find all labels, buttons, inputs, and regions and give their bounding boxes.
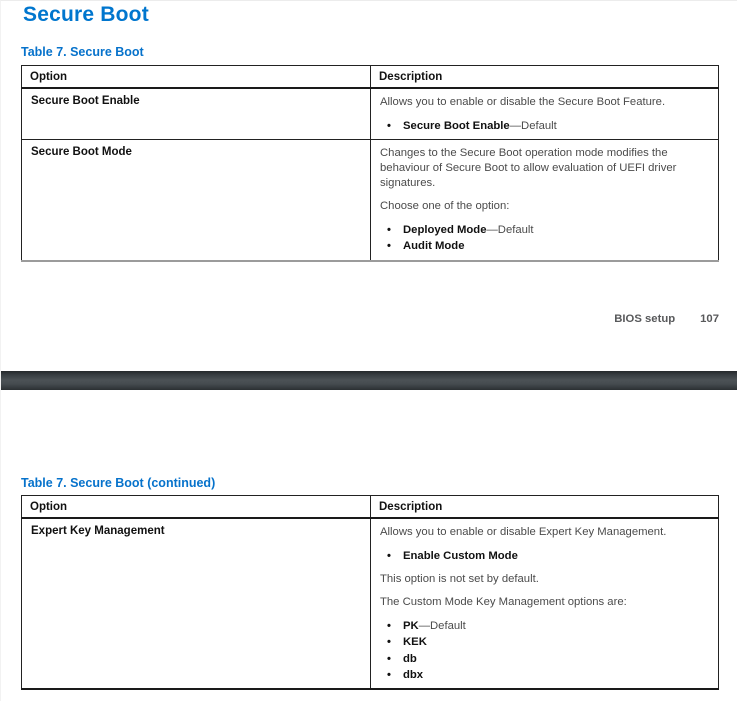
list-item: • PK—Default (380, 618, 709, 634)
footer-section-label: BIOS setup (614, 313, 676, 325)
option-cell: Secure Boot Mode (22, 139, 371, 260)
description-text: Allows you to enable or disable Expert Key Management. (380, 525, 667, 538)
list-item: • Deployed Mode—Default (380, 222, 709, 238)
list-item: • db (380, 651, 709, 667)
list-item: • Enable Custom Mode (380, 548, 709, 564)
page-title: Secure Boot (23, 3, 149, 26)
secure-boot-table (21, 65, 719, 262)
table-row (22, 88, 719, 140)
table-header-row (22, 66, 719, 88)
column-header-option: Option (22, 66, 371, 88)
option-cell: Secure Boot Enable (22, 88, 371, 140)
bullet-list (380, 548, 709, 564)
list-item: • Secure Boot Enable—Default (380, 118, 709, 134)
description-text: This option is not set by default. (380, 572, 539, 585)
list-item: • Audit Mode (380, 238, 709, 254)
bullet-list (380, 618, 709, 684)
description-cell (371, 518, 719, 690)
description-text: Changes to the Secure Boot operation mode modifies the behaviour of Secure Boot to allow evaluation of UEFI driver signatures. (380, 146, 677, 189)
description-text: Allows you to enable or disable the Secure Boot Feature. (380, 95, 666, 108)
description-text: Choose one of the option: (380, 199, 510, 212)
column-header-description: Description (371, 66, 719, 88)
table-caption-continued: Table 7. Secure Boot (continued) (21, 476, 216, 490)
column-header-option: Option (22, 496, 371, 518)
option-cell: Expert Key Management (22, 518, 371, 690)
table-row (22, 518, 719, 690)
list-item: • KEK (380, 634, 709, 650)
table-row (22, 139, 719, 260)
page-footer (614, 313, 719, 325)
bullet-list (380, 222, 709, 255)
table-caption: Table 7. Secure Boot (21, 45, 144, 59)
description-cell (371, 88, 719, 140)
description-cell (371, 139, 719, 260)
page-separator-bar (1, 371, 737, 390)
bullet-list (380, 118, 709, 134)
description-text: The Custom Mode Key Management options are: (380, 595, 627, 608)
list-item: • dbx (380, 667, 709, 683)
column-header-description: Description (371, 496, 719, 518)
footer-page-number: 107 (700, 313, 719, 325)
table-header-row (22, 496, 719, 518)
secure-boot-table-continued (21, 495, 719, 690)
